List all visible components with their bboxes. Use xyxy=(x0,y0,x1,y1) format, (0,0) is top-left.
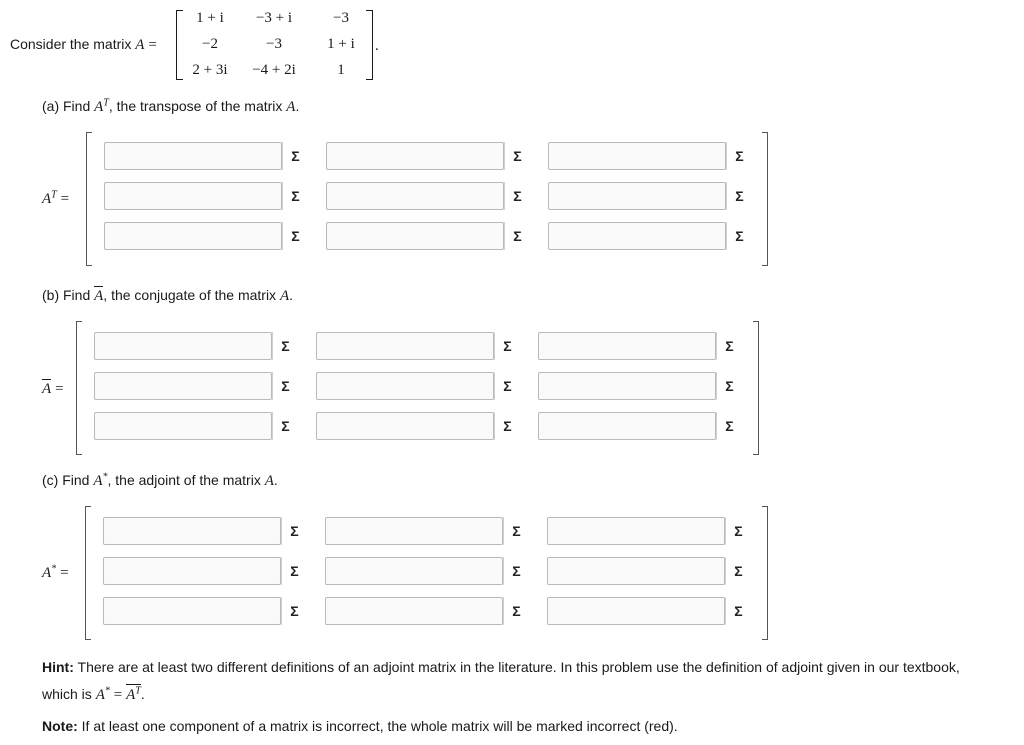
part-a-input-2-1[interactable] xyxy=(104,182,282,210)
part-a-sigma-1-2-icon[interactable]: Σ xyxy=(504,142,530,170)
hint-text: There are at least two different definitions of an adjoint matrix in the literature. In this problem use the definition of adjoint given in our textbook, which is xyxy=(42,659,960,702)
part-c-sigma-1-2-icon[interactable]: Σ xyxy=(503,517,529,545)
intro-equals: = xyxy=(148,37,157,53)
part-a-sigma-2-3-icon[interactable]: Σ xyxy=(726,182,752,210)
part-c-sigma-3-3-icon[interactable]: Σ xyxy=(725,597,751,625)
part-b-symbol: A xyxy=(94,288,104,304)
source-cell-1-3: −3 xyxy=(333,10,349,26)
part-b-sigma-1-3-icon[interactable]: Σ xyxy=(716,332,742,360)
part-a-input-2-2[interactable] xyxy=(326,182,504,210)
part-a-prompt xyxy=(42,98,299,116)
part-c-period: . xyxy=(273,472,278,488)
part-b-sigma-3-3-icon[interactable]: Σ xyxy=(716,412,742,440)
intro-prefix: Consider the matrix xyxy=(10,36,136,52)
part-c-lhs-base: A xyxy=(42,565,52,581)
part-a-input-3-2[interactable] xyxy=(326,222,504,250)
hint-paragraph xyxy=(42,654,972,709)
part-c-right-bracket xyxy=(762,506,768,640)
part-b-sigma-2-3-icon[interactable]: Σ xyxy=(716,372,742,400)
part-b-lhs xyxy=(42,380,64,398)
part-a-sigma-2-1-icon[interactable]: Σ xyxy=(282,182,308,210)
part-a-right-bracket xyxy=(762,132,768,266)
part-c-input-2-3[interactable] xyxy=(547,557,725,585)
part-c-var: A xyxy=(264,473,274,489)
source-cell-3-3: 1 xyxy=(337,62,345,78)
intro-period: . xyxy=(375,38,379,54)
hint-formula-rhs-sup: T xyxy=(135,685,141,697)
part-c-sigma-1-1-icon[interactable]: Σ xyxy=(281,517,307,545)
source-cell-2-1: −2 xyxy=(202,36,218,52)
part-a-letter: (a) Find xyxy=(42,98,95,114)
part-b-sigma-1-1-icon[interactable]: Σ xyxy=(272,332,298,360)
part-b-input-1-3[interactable] xyxy=(538,332,716,360)
hint-formula-lhs: A xyxy=(95,687,105,703)
part-b-var: A xyxy=(279,288,290,304)
part-a-input-2-3[interactable] xyxy=(548,182,726,210)
part-a-sigma-1-1-icon[interactable]: Σ xyxy=(282,142,308,170)
part-c-lhs-sup: * xyxy=(51,563,57,575)
part-a-sigma-3-1-icon[interactable]: Σ xyxy=(282,222,308,250)
part-b-input-2-1[interactable] xyxy=(94,372,272,400)
part-b-input-3-2[interactable] xyxy=(316,412,494,440)
part-a-period: . xyxy=(295,98,300,114)
part-c-input-3-3[interactable] xyxy=(547,597,725,625)
source-cell-1-1: 1 + i xyxy=(196,10,224,26)
part-b-sigma-2-2-icon[interactable]: Σ xyxy=(494,372,520,400)
hint-label: Hint: xyxy=(42,659,74,675)
part-b-input-3-1[interactable] xyxy=(94,412,272,440)
part-b-left-bracket xyxy=(76,321,82,455)
source-matrix-right-bracket xyxy=(366,10,373,80)
source-cell-3-1: 2 + 3i xyxy=(192,62,228,78)
part-a-lhs-sup: T xyxy=(51,189,57,201)
part-c-prompt xyxy=(42,472,278,490)
part-b-input-1-1[interactable] xyxy=(94,332,272,360)
source-cell-3-2: −4 + 2i xyxy=(252,62,296,78)
note-label: Note: xyxy=(42,718,78,734)
part-c-sigma-1-3-icon[interactable]: Σ xyxy=(725,517,751,545)
part-c-sigma-2-3-icon[interactable]: Σ xyxy=(725,557,751,585)
part-c-input-1-2[interactable] xyxy=(325,517,503,545)
source-matrix-left-bracket xyxy=(176,10,183,80)
part-a-input-1-3[interactable] xyxy=(548,142,726,170)
part-c-sigma-3-2-icon[interactable]: Σ xyxy=(503,597,529,625)
source-cell-1-2: −3 + i xyxy=(255,10,293,26)
part-a-symbol: A xyxy=(94,99,104,115)
note-text: If at least one component of a matrix is incorrect, the whole matrix will be marked incorrect (red). xyxy=(77,718,678,734)
part-c-input-2-2[interactable] xyxy=(325,557,503,585)
part-a-input-3-1[interactable] xyxy=(104,222,282,250)
part-c-symbol: A xyxy=(93,473,103,489)
part-b-input-2-2[interactable] xyxy=(316,372,494,400)
hint-formula-lhs-sup: * xyxy=(104,685,110,697)
part-b-desc: , the conjugate of the matrix xyxy=(103,287,280,303)
matrix-intro xyxy=(10,36,157,54)
part-a-input-3-3[interactable] xyxy=(548,222,726,250)
part-b-letter: (b) Find xyxy=(42,287,95,303)
part-c-desc: , the adjoint of the matrix xyxy=(107,472,265,488)
part-b-sigma-1-2-icon[interactable]: Σ xyxy=(494,332,520,360)
part-b-prompt xyxy=(42,287,293,305)
part-a-input-1-1[interactable] xyxy=(104,142,282,170)
part-b-input-2-3[interactable] xyxy=(538,372,716,400)
hint-formula-equals: = xyxy=(113,687,123,703)
source-cell-2-2: −3 xyxy=(266,36,282,52)
part-c-lhs-equals: = xyxy=(60,565,69,581)
part-c-input-3-1[interactable] xyxy=(103,597,281,625)
part-a-symbol-sup: T xyxy=(103,97,109,109)
part-a-lhs-equals: = xyxy=(60,191,70,207)
part-b-input-3-3[interactable] xyxy=(538,412,716,440)
part-a-lhs-base: A xyxy=(42,191,52,207)
hint-formula-rhs: A xyxy=(126,687,136,703)
part-c-sigma-2-1-icon[interactable]: Σ xyxy=(281,557,307,585)
note-paragraph xyxy=(42,718,972,734)
part-c-lhs xyxy=(42,564,69,582)
part-c-sigma-3-1-icon[interactable]: Σ xyxy=(281,597,307,625)
part-c-left-bracket xyxy=(85,506,91,640)
part-b-right-bracket xyxy=(753,321,759,455)
part-b-sigma-3-2-icon[interactable]: Σ xyxy=(494,412,520,440)
part-a-sigma-1-3-icon[interactable]: Σ xyxy=(726,142,752,170)
part-c-sigma-2-2-icon[interactable]: Σ xyxy=(503,557,529,585)
intro-var: A xyxy=(135,37,145,53)
part-a-sigma-3-3-icon[interactable]: Σ xyxy=(726,222,752,250)
part-b-lhs-base: A xyxy=(42,381,52,397)
source-cell-2-3: 1 + i xyxy=(327,36,355,52)
part-c-input-2-1[interactable] xyxy=(103,557,281,585)
source-matrix xyxy=(184,8,364,80)
part-b-input-1-2[interactable] xyxy=(316,332,494,360)
part-a-sigma-3-2-icon[interactable]: Σ xyxy=(504,222,530,250)
part-c-input-3-2[interactable] xyxy=(325,597,503,625)
part-a-desc: , the transpose of the matrix xyxy=(108,98,287,114)
part-c-input-1-3[interactable] xyxy=(547,517,725,545)
part-a-left-bracket xyxy=(86,132,92,266)
part-b-lhs-equals: = xyxy=(55,381,64,397)
part-a-lhs xyxy=(42,190,69,208)
hint-period: . xyxy=(140,686,145,702)
part-b-sigma-3-1-icon[interactable]: Σ xyxy=(272,412,298,440)
part-c-symbol-sup: * xyxy=(102,471,108,483)
part-b-period: . xyxy=(289,287,294,303)
part-a-input-1-2[interactable] xyxy=(326,142,504,170)
part-b-sigma-2-1-icon[interactable]: Σ xyxy=(272,372,298,400)
part-c-input-1-1[interactable] xyxy=(103,517,281,545)
part-a-var: A xyxy=(286,99,296,115)
part-a-sigma-2-2-icon[interactable]: Σ xyxy=(504,182,530,210)
part-c-letter: (c) Find xyxy=(42,472,94,488)
